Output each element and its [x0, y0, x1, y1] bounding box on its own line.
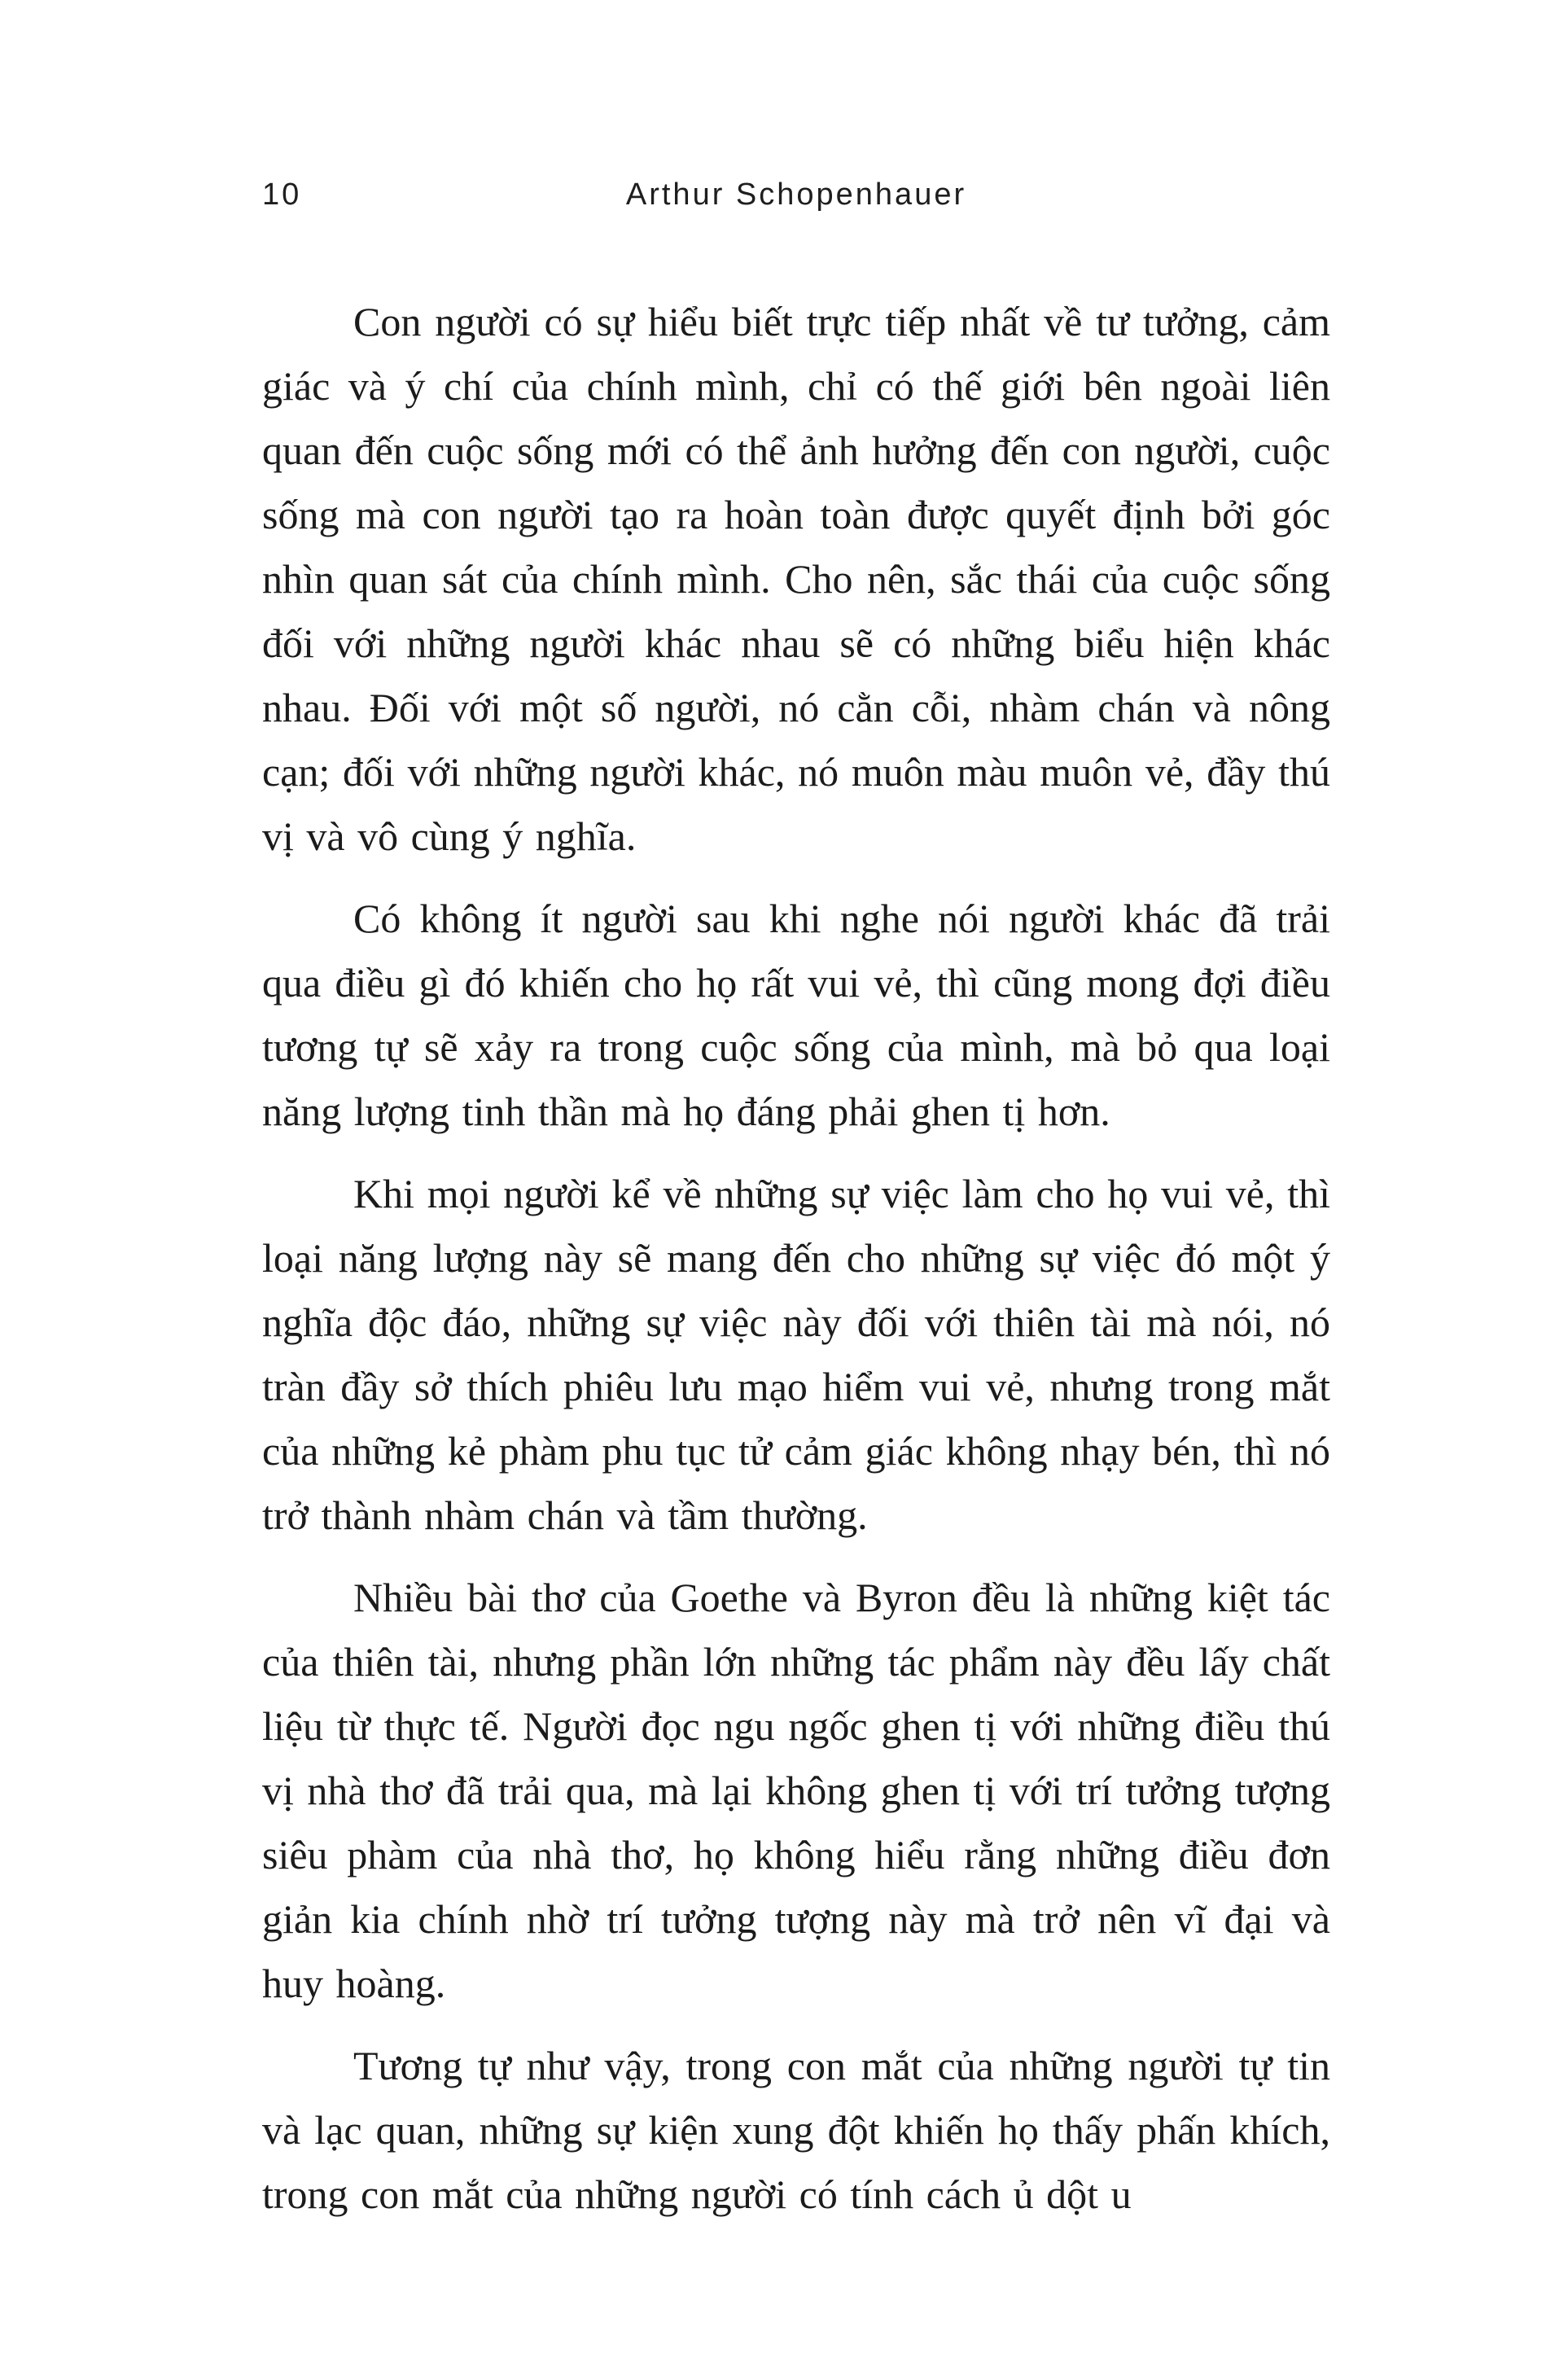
paragraph-1: Con người có sự hiểu biết trực tiếp nhất về tư tưởng, cảm giác và ý chí của chính mình, chỉ có thế giới bên ngoài liên quan đến cuộc sống mới có thể ảnh hưởng đến con người, cuộc sống mà con người tạo ra hoàn toàn được quyết định bởi góc nhìn quan sát của chính mình. Cho nên, sắc thái của cuộc sống đối với những người khác nhau sẽ có những biểu hiện khác nhau. Đối với một số người, nó cằn cỗi, nhàm chán và nông cạn; đối với những người khác, nó muôn màu muôn vẻ, đầy thú vị và vô cùng ý nghĩa.	[262, 299, 1330, 859]
page-number: 10	[262, 177, 302, 212]
paragraph-2: Có không ít người sau khi nghe nói người khác đã trải qua điều gì đó khiến cho họ rất vui vẻ, thì cũng mong đợi điều tương tự sẽ xảy ra trong cuộc sống của mình, mà bỏ qua loại năng lượng tinh thần mà họ đáng phải ghen tị hơn.	[262, 896, 1330, 1134]
page-body	[262, 290, 1330, 2227]
page-header	[262, 177, 1330, 226]
running-title: Arthur Schopenhauer	[625, 177, 967, 212]
paragraph-4: Nhiều bài thơ của Goethe và Byron đều là những kiệt tác của thiên tài, nhưng phần lớn những tác phẩm này đều lấy chất liệu từ thực tế. Người đọc ngu ngốc ghen tị với những điều thú vị nhà thơ đã trải qua, mà lại không ghen tị với trí tưởng tượng siêu phàm của nhà thơ, họ không hiểu rằng những điều đơn giản kia chính nhờ trí tưởng tượng này mà trở nên vĩ đại và huy hoàng.	[262, 1575, 1330, 2006]
paragraph-3: Khi mọi người kể về những sự việc làm cho họ vui vẻ, thì loại năng lượng này sẽ mang đến cho những sự việc đó một ý nghĩa độc đáo, những sự việc này đối với thiên tài mà nói, nó tràn đầy sở thích phiêu lưu mạo hiểm vui vẻ, nhưng trong mắt của những kẻ phàm phu tục tử cảm giác không nhạy bén, thì nó trở thành nhàm chán và tầm thường.	[262, 1171, 1330, 1538]
paragraph-5: Tương tự như vậy, trong con mắt của những người tự tin và lạc quan, những sự kiện xung đột khiến họ thấy phấn khích, trong con mắt của những người có tính cách ủ dột u	[262, 2043, 1330, 2217]
